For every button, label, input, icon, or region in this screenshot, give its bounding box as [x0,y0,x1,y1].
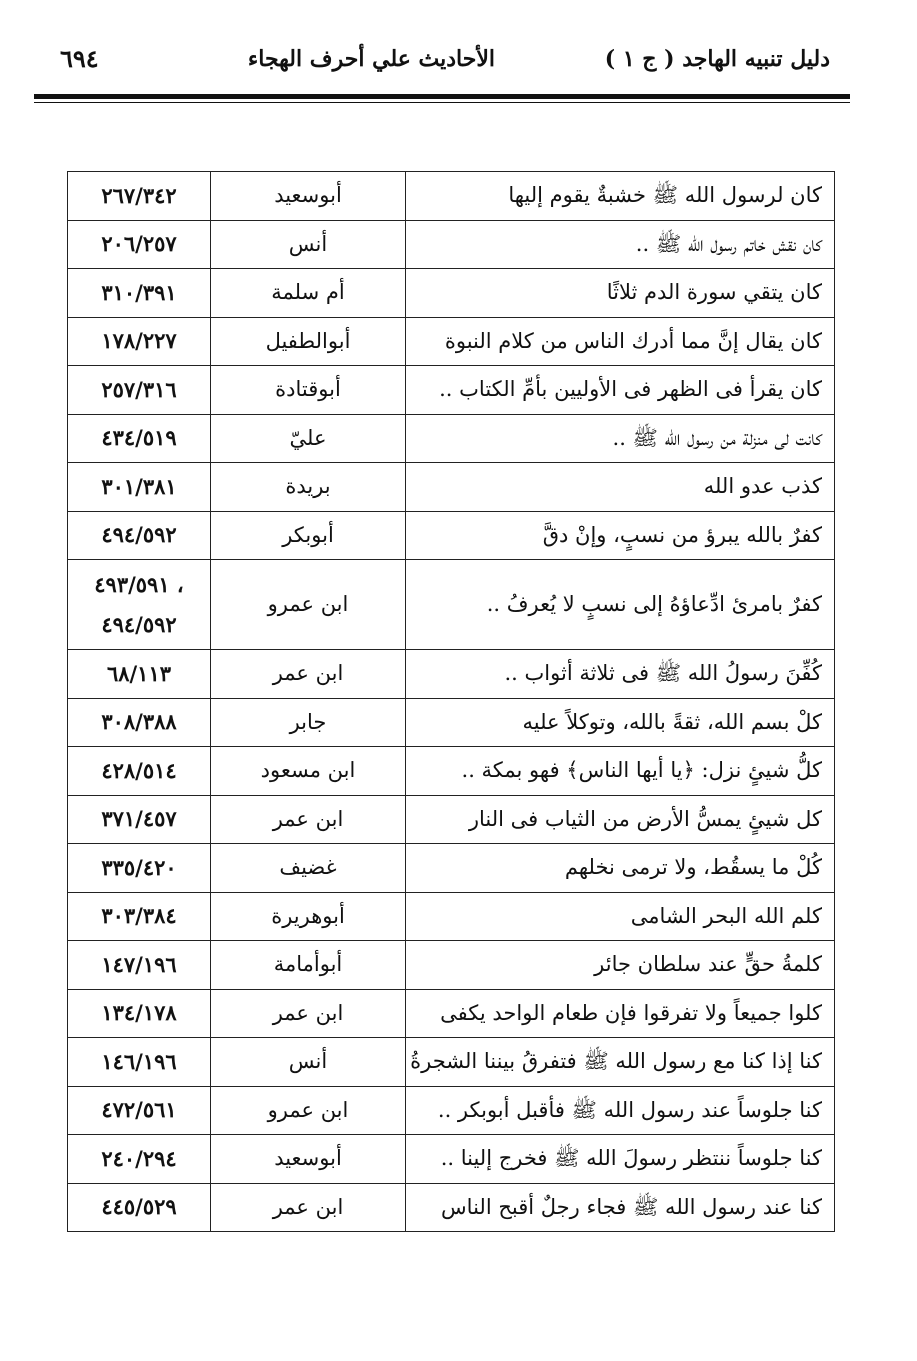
reference-number: ٣٧١/٤٥٧ [101,806,177,832]
reference-cell [68,747,211,796]
hadith-text: كلمةُ حقٍّ عند سلطان جائر [406,941,835,990]
reference-number: ٤٧٢/٥٦١ [101,1097,177,1123]
reference-number: ٣٠٣/٣٨٤ [101,903,177,929]
table-row [68,941,835,990]
table-row [68,1086,835,1135]
table-row [68,989,835,1038]
table-row [68,220,835,269]
hadith-text: كُفِّنَ رسولُ الله ﷺ فى ثلاثة أثواب .. [406,650,835,699]
reference-number: ٤٩٤/٥٩٢ [101,611,177,637]
reference-cell [68,1038,211,1087]
hadith-text: كان يقال إنَّ مما أدرك الناس من كلام النبوة [406,317,835,366]
narrator: ابن عمر [211,795,406,844]
hadith-text: كنا عند رسول الله ﷺ فجاء رجلٌ أقبح الناس [406,1183,835,1232]
narrator: أبوبكر [211,511,406,560]
page-number: ٦٩٤ [60,44,99,73]
section-title: الأحاديث علي أحرف الهجاء [247,46,495,72]
reference-number: ٣٣٥/٤٢٠ [101,854,177,880]
table-row [68,1183,835,1232]
reference-cell [68,698,211,747]
hadith-text: كذب عدو الله [406,463,835,512]
reference-cell [68,220,211,269]
narrator: أنس [211,220,406,269]
reference-cell [68,989,211,1038]
reference-number: ٤٤٥/٥٢٩ [101,1194,177,1220]
narrator: ابن عمر [211,1183,406,1232]
table-row [68,1038,835,1087]
reference-cell [68,317,211,366]
hadith-text: كنا إذا كنا مع رسول الله ﷺ فتفرقُ بيننا الشجرةُ [406,1038,835,1087]
hadith-text: كانت لى منزلة من رسول الله ﷺ .. [406,414,835,463]
hadith-text: كان لرسول الله ﷺ خشبةٌ يقوم إليها [406,172,835,221]
reference-number: ٤٩٤/٥٩٢ [101,522,177,548]
hadith-text: كلم الله البحر الشامى [406,892,835,941]
table-row [68,698,835,747]
narrator: ابن مسعود [211,747,406,796]
hadith-text: كُلْ ما يسقُط، ولا ترمى نخلهم [406,844,835,893]
hadith-index-table [67,171,835,1232]
narrator: أبوسعيد [211,172,406,221]
narrator: أبوسعيد [211,1135,406,1184]
table-body [68,172,835,1232]
reference-number: ١٤٧/١٩٦ [101,951,177,977]
table-row [68,844,835,893]
narrator: أبوأمامة [211,941,406,990]
table-row [68,511,835,560]
header-rule [34,94,850,99]
hadith-text: كان يتقي سورة الدم ثلاثًا [406,269,835,318]
reference-number: ١٣٤/١٧٨ [101,1000,177,1026]
reference-number: ٢٥٧/٣١٦ [101,376,177,402]
page-header [30,38,850,94]
reference-number: ٤٣٤/٥١٩ [101,425,177,451]
hadith-text: كان يقرأ فى الظهر فى الأوليين بأمِّ الكتاب .. [406,366,835,415]
table-row [68,414,835,463]
reference-cell [68,463,211,512]
narrator: أنس [211,1038,406,1087]
reference-cell [68,1135,211,1184]
narrator: غضيف [211,844,406,893]
table-row [68,463,835,512]
reference-number: ١٤٦/١٩٦ [101,1048,177,1074]
reference-number: ٦٨/١١٣ [106,660,172,686]
hadith-text: كنا جلوساً عند رسول الله ﷺ فأقبل أبوبكر .. [406,1086,835,1135]
hadith-text: كلْ بسم الله، ثقةً بالله، وتوكلاً عليه [406,698,835,747]
reference-cell [68,650,211,699]
reference-number: ٣٠٨/٣٨٨ [101,709,177,735]
reference-number: ٤٢٨/٥١٤ [101,757,177,783]
table-row [68,317,835,366]
hadith-text: كفرٌ بالله يبرؤ من نسبٍ، وإنْ دقَّ [406,511,835,560]
table-row [68,1135,835,1184]
reference-cell [68,560,211,650]
reference-number: ٢٠٦/٢٥٧ [101,231,177,257]
reference-cell [68,511,211,560]
reference-cell [68,795,211,844]
table-row [68,172,835,221]
table-row [68,795,835,844]
hadith-text: كلُّ شيئٍ نزل: ﴿يا أيها الناس﴾ فهو بمكة .. [406,747,835,796]
narrator: ابن عمر [211,650,406,699]
reference-cell [68,844,211,893]
narrator: ابن عمرو [211,1086,406,1135]
table-row [68,892,835,941]
table-row [68,747,835,796]
book-title: دليل تنبيه الهاجد ( ج ١ ) [604,46,830,72]
hadith-text: كان نقش خاتم رسول الله ﷺ .. [406,220,835,269]
hadith-text: كل شيئٍ يمسُّ الأرض من الثياب فى النار [406,795,835,844]
narrator: أبوقتادة [211,366,406,415]
table-row [68,560,835,650]
reference-number: ٢٤٠/٢٩٤ [101,1145,177,1171]
reference-cell [68,892,211,941]
narrator: ابن عمرو [211,560,406,650]
table-row [68,366,835,415]
narrator: عليّ [211,414,406,463]
reference-cell [68,414,211,463]
reference-number: ١٧٨/٢٢٧ [101,328,177,354]
table-row [68,650,835,699]
reference-number: ٢٦٧/٣٤٢ [101,182,177,208]
header-rule-thin [34,102,850,103]
reference-number: ٤٩٣/٥٩١ ، [94,571,184,597]
narrator: أم سلمة [211,269,406,318]
hadith-text: كفرٌ بامرئ ادِّعاؤهُ إلى نسبٍ لا يُعرفُ .. [406,560,835,650]
reference-number: ٣١٠/٣٩١ [101,279,177,305]
reference-cell [68,1086,211,1135]
reference-number: ٣٠١/٣٨١ [101,473,177,499]
narrator: أبوهريرة [211,892,406,941]
reference-cell [68,941,211,990]
reference-cell [68,269,211,318]
hadith-text: كنا جلوساً ننتظر رسولَ الله ﷺ فخرج إلينا .. [406,1135,835,1184]
narrator: أبوالطفيل [211,317,406,366]
narrator: ابن عمر [211,989,406,1038]
narrator: جابر [211,698,406,747]
reference-cell [68,366,211,415]
reference-cell [68,1183,211,1232]
hadith-text: كلوا جميعاً ولا تفرقوا فإن طعام الواحد يكفى [406,989,835,1038]
table-row [68,269,835,318]
narrator: بريدة [211,463,406,512]
reference-cell [68,172,211,221]
